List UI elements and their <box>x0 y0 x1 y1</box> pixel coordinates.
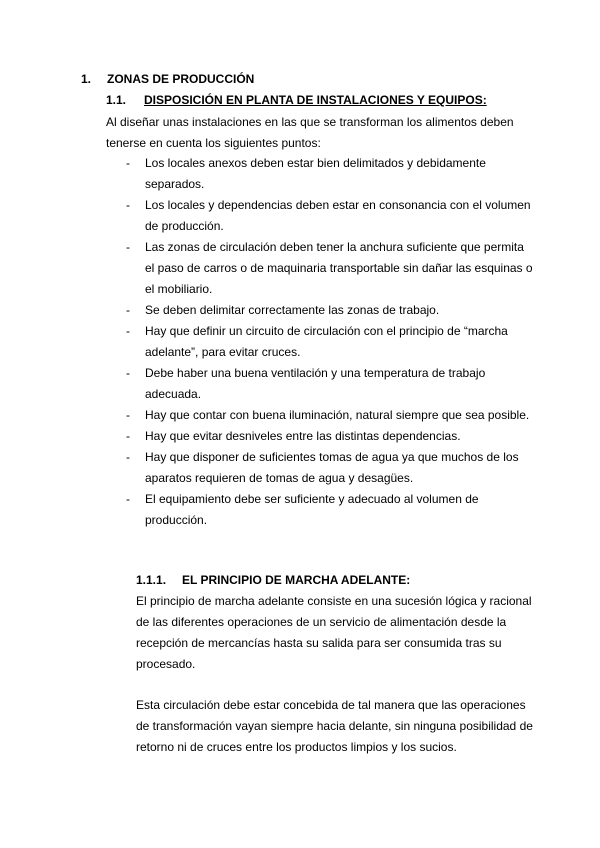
list-item <box>126 489 536 531</box>
list-item-text: Hay que contar con buena iluminación, natural siempre que sea posible. <box>145 408 530 422</box>
section-number: 1. <box>81 72 92 86</box>
bullet-marker: - <box>126 366 130 380</box>
bullet-marker: - <box>126 240 130 254</box>
bullet-list <box>126 153 536 531</box>
bullet-marker: - <box>126 303 130 317</box>
list-item-text: Hay que disponer de suficientes tomas de agua ya que muchos de los aparatos requieren de tomas de agua y desagües. <box>145 450 519 485</box>
subsubsection-heading <box>136 571 410 589</box>
list-item-text: Hay que definir un circuito de circulación con el principio de “marcha adelante”, para evitar cruces. <box>145 324 508 359</box>
list-item <box>126 195 536 237</box>
list-item <box>126 447 536 489</box>
list-item-text: Los locales y dependencias deben estar en consonancia con el volumen de producción. <box>145 198 531 233</box>
bullet-marker: - <box>126 492 130 506</box>
bullet-marker: - <box>126 198 130 212</box>
body-paragraph: El principio de marcha adelante consiste en una sucesión lógica y racional de las diferentes operaciones de un servicio de alimentación desde la recepción de mercancías hasta su salida para ser consumida tras su procesado. <box>136 594 532 671</box>
subsubsection-number: 1.1.1. <box>136 573 167 587</box>
bullet-marker: - <box>126 324 130 338</box>
bullet-marker: - <box>126 408 130 422</box>
list-item-text: El equipamiento debe ser suficiente y adecuado al volumen de producción. <box>145 492 479 527</box>
subsection-number: 1.1. <box>106 93 127 107</box>
list-item-text: Debe haber una buena ventilación y una temperatura de trabajo adecuada. <box>145 366 486 401</box>
intro-paragraph: Al diseñar unas instalaciones en las que se transforman los alimentos deben tenerse en cuenta los siguientes puntos: <box>106 115 514 150</box>
list-item-text: Las zonas de circulación deben tener la anchura suficiente que permita el paso de carros o de maquinaria transportable sin dañar las esquinas o el mobiliario. <box>145 240 533 296</box>
list-item-text: Hay que evitar desniveles entre las distintas dependencias. <box>145 429 461 443</box>
list-item <box>126 426 536 447</box>
bullet-marker: - <box>126 429 130 443</box>
list-item <box>126 237 536 300</box>
list-item <box>126 300 536 321</box>
list-item-text: Se deben delimitar correctamente las zonas de trabajo. <box>145 303 440 317</box>
list-item <box>126 405 536 426</box>
bullet-marker: - <box>126 450 130 464</box>
list-item <box>126 321 536 363</box>
section-title: ZONAS DE PRODUCCIÓN <box>107 72 255 86</box>
bullet-marker: - <box>126 156 130 170</box>
subsubsection-title: EL PRINCIPIO DE MARCHA ADELANTE: <box>182 573 411 587</box>
list-item <box>126 363 536 405</box>
subsection-title: DISPOSICIÓN EN PLANTA DE INSTALACIONES Y EQUIPOS: <box>144 93 487 107</box>
list-item <box>126 153 536 195</box>
body-paragraph: Esta circulación debe estar concebida de tal manera que las operaciones de transformación vayan siempre hacia delante, sin ninguna posibilidad de retorno ni de cruces entre los productos limpios y los sucios. <box>136 698 533 754</box>
list-item-text: Los locales anexos deben estar bien delimitados y debidamente separados. <box>145 156 486 191</box>
section-heading <box>81 70 254 88</box>
subsection-heading <box>106 91 487 109</box>
